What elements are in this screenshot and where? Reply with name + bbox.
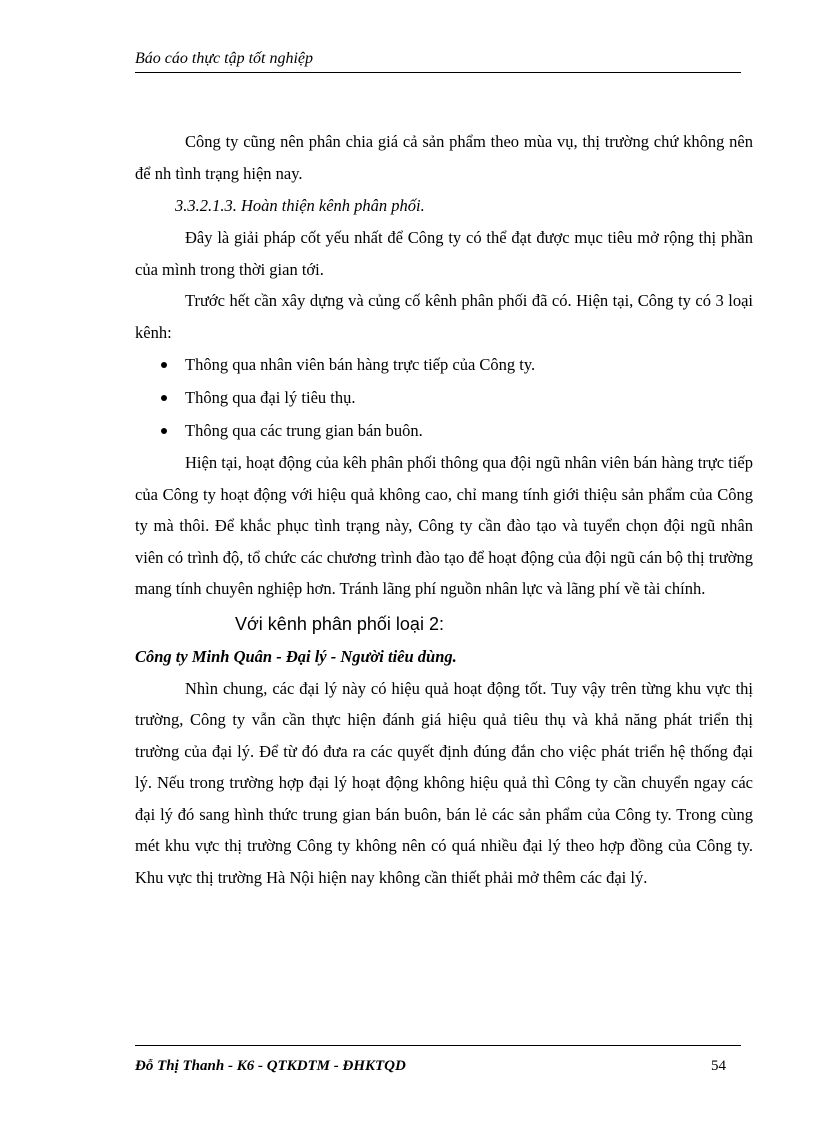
paragraph-pricing: Công ty cũng nên phân chia giá cả sản phẩm theo mùa vụ, thị trường chứ không nên để nh tình trạng hiện nay. bbox=[135, 132, 753, 183]
paragraph-agents: Nhìn chung, các đại lý này có hiệu quả hoạt động tốt. Tuy vậy trên từng khu vực thị trường, Công ty vẫn cần thực hiện đánh giá hiệu quả tiêu thụ và khả năng phát triển thị trường của đại lý. Để từ đó đưa ra các quyết định đúng đắn cho việc phát triển hệ thống đại lý. Nếu trong trường hợp đại lý hoạt động không hiệu quả thì Công ty cần chuyển ngay các đại lý đó sang hình thức trung gian bán buôn, bán lẻ các sản phẩm của Công ty. Trong cùng mét khu vực thị trường Công ty không nên có quá nhiều đại lý theo hợp đồng của Công ty. Khu vực thị trường Hà Nội hiện nay không cần thiết phải mở thêm các đại lý. bbox=[135, 678, 753, 887]
bullet-icon bbox=[161, 395, 167, 401]
footer-divider bbox=[135, 1045, 741, 1046]
bullet-icon bbox=[161, 428, 167, 434]
list-item: Thông qua nhân viên bán hàng trực tiếp của Công ty. bbox=[135, 348, 753, 381]
document-body bbox=[135, 126, 753, 893]
header-divider bbox=[135, 72, 741, 73]
paragraph-channels-intro: Trước hết cần xây dựng và củng cố kênh phân phối đã có. Hiện tại, Công ty có 3 loại kênh: bbox=[135, 291, 753, 342]
footer-author: Đỗ Thị Thanh - K6 - QTKDTM - ĐHKTQD bbox=[135, 1058, 406, 1074]
channel-list bbox=[135, 348, 753, 447]
paragraph-direct-sales: Hiện tại, hoạt động của kêh phân phối thông qua đội ngũ nhân viên bán hàng trực tiếp của Công ty hoạt động với hiệu quả không cao, chỉ mang tính giới thiệu sản phẩm của Công ty mà thôi. Để khắc phục tình trạng này, Công ty cần đào tạo và tuyển chọn đội ngũ nhân viên có trình độ, tổ chức các chương trình đào tạo để hoạt động của đội ngũ cán bộ thị trường mang tính chuyên nghiệp hơn. Tránh lãng phí nguồn nhân lực và lãng phí về tài chính. bbox=[135, 453, 753, 598]
channel-flow: Công ty Minh Quân - Đại lý - Người tiêu dùng. bbox=[135, 646, 457, 666]
header-title: Báo cáo thực tập tốt nghiệp bbox=[135, 50, 314, 67]
paragraph-solution: Đây là giải pháp cốt yếu nhất để Công ty có thể đạt được mục tiêu mở rộng thị phần của mình trong thời gian tới. bbox=[135, 228, 753, 279]
page-number: 54 bbox=[711, 1058, 726, 1074]
bullet-icon bbox=[161, 362, 167, 368]
list-item: Thông qua đại lý tiêu thụ. bbox=[135, 381, 753, 414]
subheading-channel-2: Với kênh phân phối loại 2: bbox=[235, 613, 444, 634]
list-item: Thông qua các trung gian bán buôn. bbox=[135, 414, 753, 447]
section-heading: 3.3.2.1.3. Hoàn thiện kênh phân phối. bbox=[175, 196, 425, 215]
